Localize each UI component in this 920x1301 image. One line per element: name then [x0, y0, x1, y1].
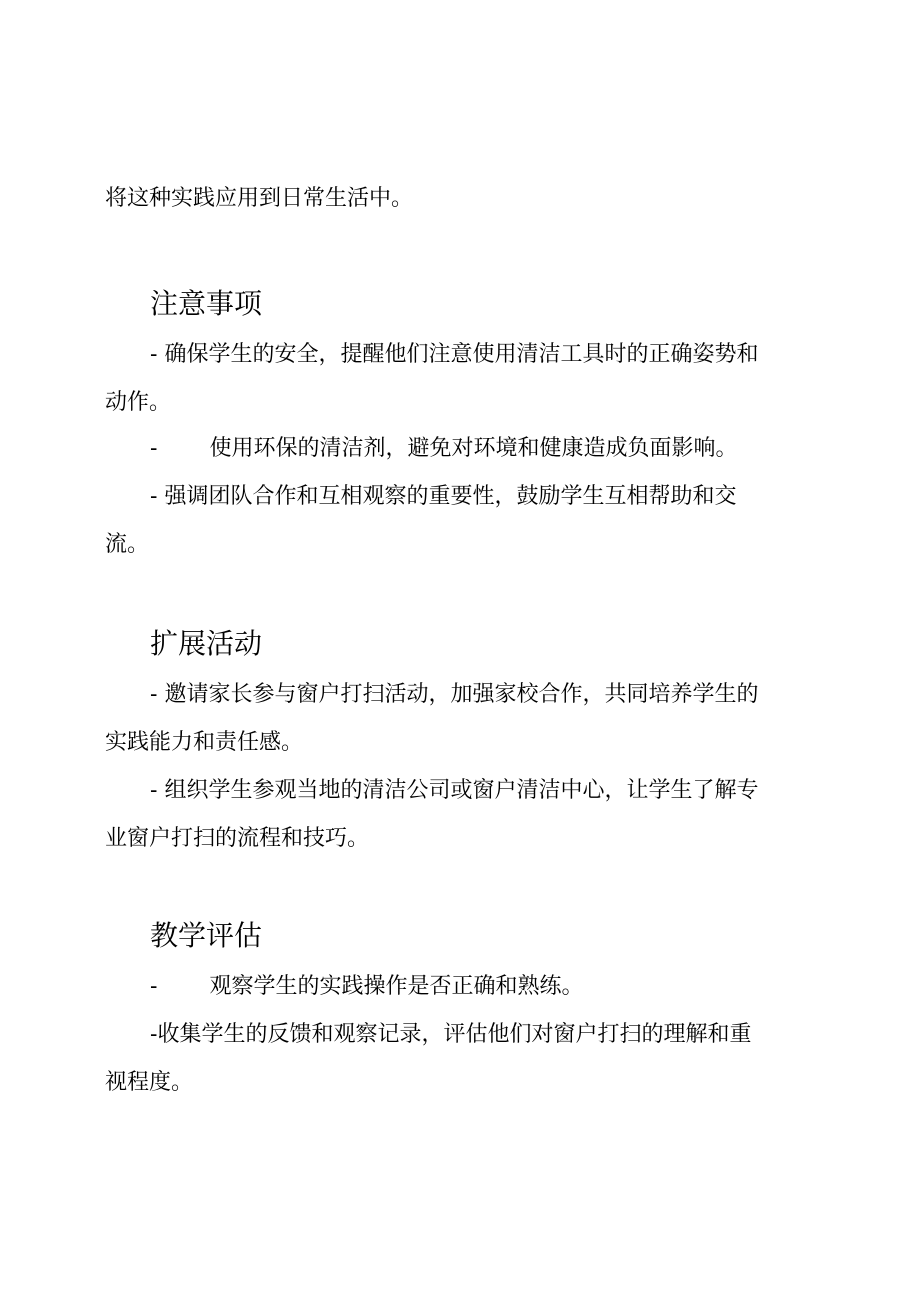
list-item — [150, 972, 583, 1002]
list-item — [150, 680, 758, 710]
list-item-text: 邀请家长参与窗户打扫活动，加强家校合作，共同培养学生的 — [164, 682, 759, 707]
list-item-text: 确保学生的安全，提醒他们注意使用清洁工具时的正确姿势和 — [164, 342, 759, 367]
list-dash: - — [150, 974, 158, 999]
list-item — [150, 482, 736, 512]
section-heading-notes: 注意事项 — [150, 287, 263, 320]
list-item-text: 使用环保的清洁剂，避免对环境和健康造成负面影响。 — [209, 436, 738, 461]
list-dash: - — [150, 778, 158, 803]
list-dash: - — [150, 436, 158, 461]
list-item — [150, 776, 758, 806]
list-dash: - — [150, 342, 158, 367]
section-heading-evaluation: 教学评估 — [150, 919, 263, 952]
list-item — [150, 340, 758, 370]
list-item-text: 收集学生的反馈和观察记录，评估他们对窗户打扫的理解和重 — [157, 1022, 752, 1047]
list-dash: - — [150, 484, 158, 509]
list-item-text: 组织学生参观当地的清洁公司或窗户清洁中心，让学生了解专 — [164, 778, 759, 803]
section-heading-extension: 扩展活动 — [150, 627, 263, 660]
list-item-text: 强调团队合作和互相观察的重要性，鼓励学生互相帮助和交 — [164, 484, 737, 509]
list-item-continuation: 动作。 — [105, 390, 172, 415]
list-item — [150, 434, 737, 464]
list-item-continuation: 视程度。 — [105, 1070, 194, 1095]
list-item-continuation: 业窗户打扫的流程和技巧。 — [105, 826, 370, 851]
list-dash: - — [150, 1022, 158, 1047]
list-item — [150, 1020, 751, 1050]
list-item-text: 观察学生的实践操作是否正确和熟练。 — [209, 974, 584, 999]
list-dash: - — [150, 682, 158, 707]
intro-line: 将这种实践应用到日常生活中。 — [105, 186, 414, 211]
list-item-continuation: 流。 — [105, 532, 150, 557]
list-item-continuation: 实践能力和责任感。 — [105, 730, 304, 755]
